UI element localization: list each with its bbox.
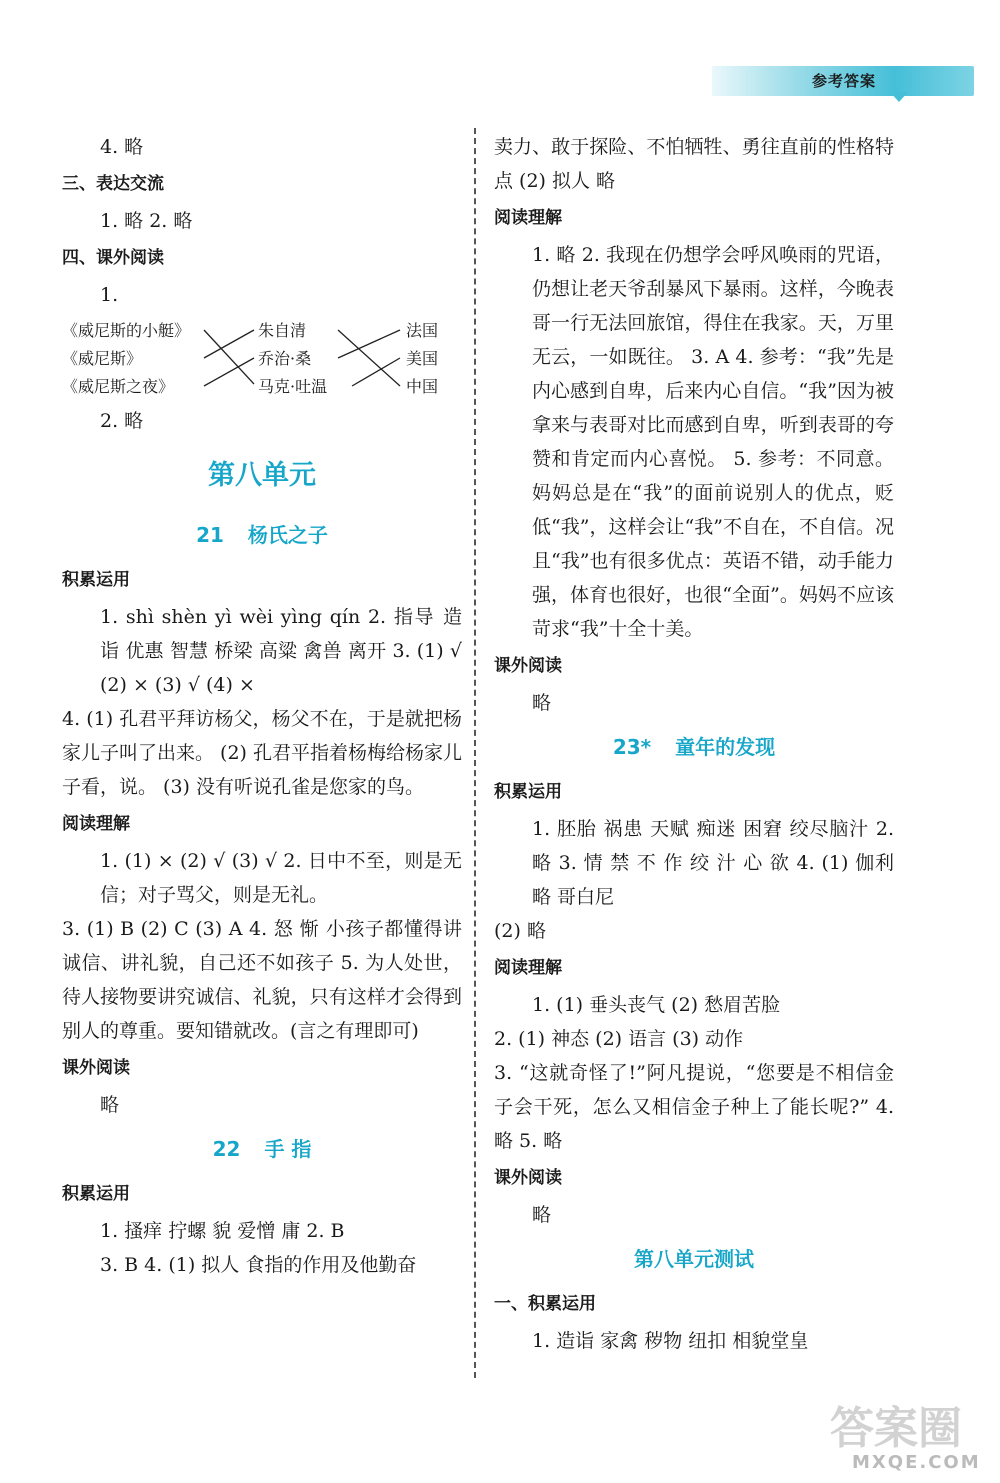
matching-diagram [62, 312, 462, 404]
answer-line: 略 [100, 1094, 120, 1116]
section-heading: 四、课外阅读 [62, 248, 164, 268]
book-title: 《威尼斯之夜》 [62, 377, 175, 396]
match-line [338, 330, 400, 386]
answer-paragraph: 1. 胚胎 祸患 天赋 痴迷 困窘 绞尽脑汁 2. 略 3. 情 禁 不 作 绞 汁 心 欲 4. (1) 伽利略 哥白尼 [532, 818, 894, 908]
left-column [62, 130, 462, 1282]
lesson-name: 手 指 [264, 1137, 312, 1161]
author-name: 乔治·桑 [258, 349, 312, 368]
section-heading: 课外阅读 [494, 656, 562, 676]
answer-paragraph: 3. (1) B (2) C (3) A 4. 怒 惭 小孩子都懂得讲诚信、讲礼貌，自己还不如孩子 5. 为人处世，待人接物要讲究诚信、礼貌，只有这样才会得到别人的尊重。要知错就改。(言之有理即可) [62, 918, 462, 1042]
header-arrow-icon [890, 92, 908, 102]
match-line [338, 330, 400, 358]
lesson-title [62, 510, 462, 560]
answer-line: 4. 略 [100, 136, 144, 158]
country-name: 中国 [406, 377, 439, 396]
watermark-logo: 答案圈 [830, 1403, 962, 1454]
right-column [494, 130, 894, 1358]
lesson-name: 杨氏之子 [247, 523, 328, 547]
section-heading: 三、表达交流 [62, 174, 164, 194]
book-title: 《威尼斯》 [62, 349, 143, 368]
author-name: 马克·吐温 [258, 377, 328, 396]
section-heading: 积累运用 [62, 1184, 130, 1204]
answer-line: 1. 略 2. 略 [100, 210, 193, 232]
answer-paragraph: 3. “这就奇怪了!”阿凡提说，“您要是不相信金子会干死，怎么又相信金子种上了能长呢?” 4. 略 5. 略 [494, 1062, 894, 1152]
section-heading: 一、积累运用 [494, 1294, 596, 1314]
match-line [204, 358, 254, 386]
answer-line: 2. 略 [100, 410, 144, 432]
section-heading: 阅读理解 [62, 814, 130, 834]
book-title: 《威尼斯的小艇》 [62, 321, 191, 340]
answer-line: 1. (1) 垂头丧气 (2) 愁眉苦脸 [532, 994, 781, 1016]
match-line [204, 330, 254, 358]
country-name: 美国 [406, 349, 439, 368]
answer-line: 3. B 4. (1) 拟人 食指的作用及他勤奋 [100, 1254, 417, 1276]
country-name: 法国 [406, 321, 439, 340]
answer-line: 略 [532, 692, 552, 714]
lesson-number: 21 [196, 523, 224, 547]
test-title: 第八单元测试 [634, 1247, 754, 1271]
answer-paragraph: 4. (1) 孔君平拜访杨父，杨父不在，于是就把杨家儿子叫了出来。 (2) 孔君平指着杨梅给杨家儿子看，说。 (3) 没有听说孔雀是您家的鸟。 [62, 708, 462, 798]
section-heading: 阅读理解 [494, 208, 562, 228]
lesson-title [494, 722, 894, 772]
answer-paragraph: 1. (1) × (2) √ (3) √ 2. 日中不至，则是无信；对子骂父，则是无礼。 [100, 850, 462, 906]
lesson-number: 22 [212, 1137, 241, 1161]
section-heading: 课外阅读 [62, 1058, 130, 1078]
column-divider [474, 128, 476, 1378]
answer-line: 1. 造诣 家禽 秽物 纽扣 相貌堂皇 [532, 1330, 809, 1352]
match-line [204, 330, 254, 384]
answer-line: 2. (1) 神态 (2) 语言 (3) 动作 [494, 1028, 744, 1050]
answer-paragraph: 1. 略 2. 我现在仍想学会呼风唤雨的咒语，仍想让老天爷刮暴风下暴雨。这样，今晚表哥一行无法回旅馆，得住在我家。天，万里无云，一如既往。 3. A 4. 参考：“我”先是内心感到自卑，后来内心自信。“我”因为被拿来与表哥对比而感到自卑，听到表哥的夸赞和肯定而内心喜悦。 5. 参考：不同意。妈妈总是在“我”的面前说别人的优点，贬低“我”，这样会让“我”不自在，不自信。况且“我”也有很多优点：英语不错，动手能力强，体育也很好，也很“全面”。妈妈不应该苛求“我”十全十美。 [532, 244, 894, 640]
lesson-name: 童年的发现 [675, 735, 776, 759]
watermark-text: MXQE.COM [852, 1452, 981, 1473]
section-heading: 阅读理解 [494, 958, 562, 978]
section-heading: 积累运用 [494, 782, 562, 802]
lesson-title [62, 1124, 462, 1174]
match-line [352, 358, 400, 386]
answer-paragraph: 卖力、敢于探险、不怕牺牲、勇往直前的性格特点 (2) 拟人 略 [494, 136, 894, 192]
section-heading: 积累运用 [62, 570, 130, 590]
lesson-number: 23* [612, 735, 652, 759]
unit-title: 第八单元 [208, 460, 316, 491]
section-heading: 课外阅读 [494, 1168, 562, 1188]
author-name: 朱自清 [258, 321, 307, 340]
answer-line: 1. 搔痒 拧螺 貌 爱憎 庸 2. B [100, 1220, 345, 1242]
answer-line: (2) 略 [494, 920, 546, 942]
header-label: 参考答案 [812, 72, 877, 90]
answer-paragraph: 1. shì shèn yì wèi yìng qín 2. 指导 造诣 优惠 智慧 桥梁 高粱 禽兽 离开 3. (1) √ (2) × (3) √ (4) × [100, 606, 462, 696]
answer-line: 1. [100, 284, 119, 306]
answer-line: 略 [532, 1204, 552, 1226]
